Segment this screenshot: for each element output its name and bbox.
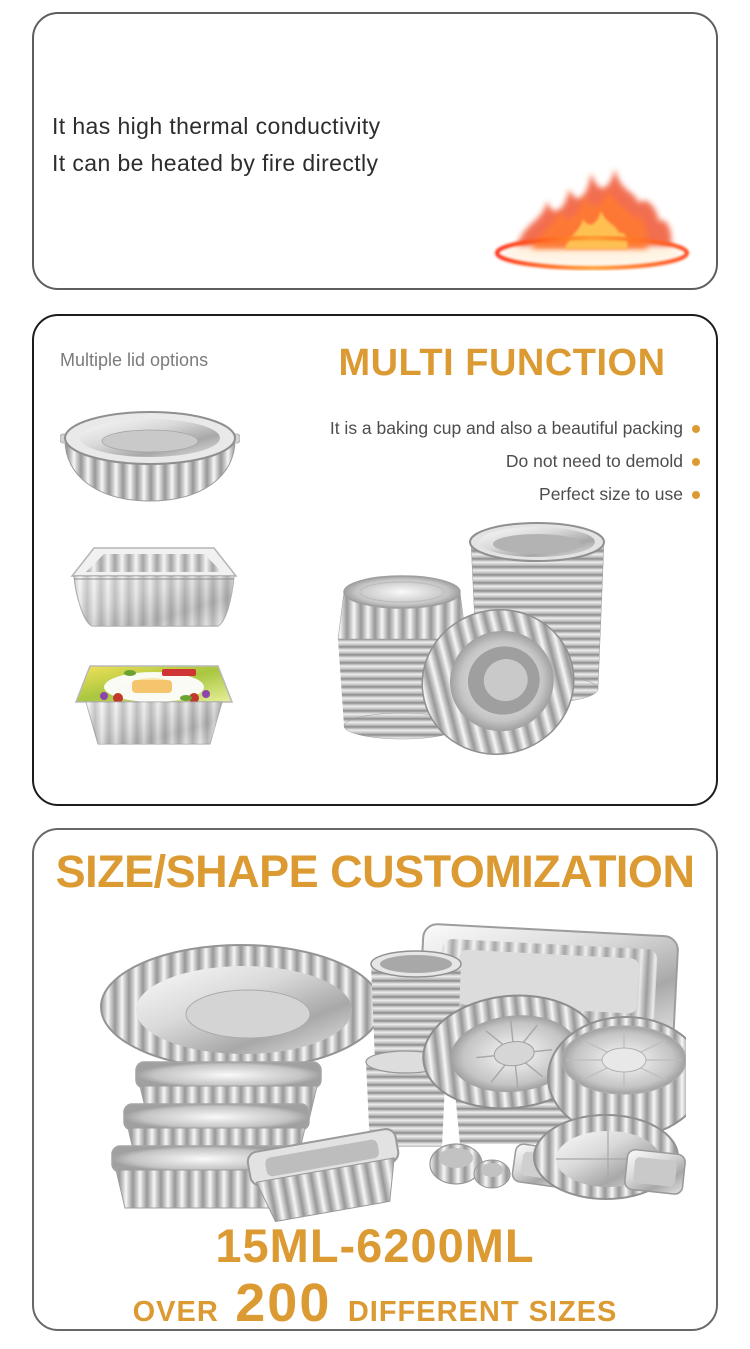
- bullet-item: [330, 478, 700, 511]
- thermal-conductivity-card: [32, 12, 718, 290]
- bullet-dot-icon: [692, 491, 700, 499]
- thermal-line-2: It can be heated by fire directly: [52, 150, 379, 176]
- thermal-text-block: [52, 108, 381, 182]
- size-shape-title: SIZE/SHAPE CUSTOMIZATION: [55, 846, 695, 897]
- assorted-foil-containers-image: [66, 912, 686, 1222]
- bullet-item: [330, 412, 700, 445]
- bullet-text: Perfect size to use: [539, 484, 683, 504]
- volume-range-text: 15ML-6200ML: [215, 1219, 535, 1272]
- sizes-count-line: [34, 1272, 716, 1334]
- over-suffix: DIFFERENT SIZES: [347, 1296, 618, 1328]
- printed-foil-container-image: [74, 654, 234, 749]
- multiple-lid-options-label: Multiple lid options: [60, 350, 209, 370]
- foil-container-with-lid-image: [66, 538, 241, 633]
- round-foil-bowl-image: [60, 404, 240, 509]
- bullet-item: [330, 445, 700, 478]
- sizes-count: 200: [235, 1273, 332, 1333]
- multi-function-bullets: [330, 412, 700, 511]
- bullet-text: Do not need to demold: [505, 451, 683, 471]
- foil-cup-stacks-image: [326, 514, 646, 764]
- size-shape-customization-card: [32, 828, 718, 1331]
- thermal-line-1: It has high thermal conductivity: [52, 113, 381, 139]
- multi-function-card: [32, 314, 718, 806]
- bullet-dot-icon: [692, 425, 700, 433]
- bullet-dot-icon: [692, 458, 700, 466]
- bullet-text: It is a baking cup and also a beautiful packing: [329, 418, 683, 438]
- fire-icon: [487, 151, 702, 276]
- multi-function-title: MULTI FUNCTION: [338, 342, 666, 384]
- over-prefix: OVER: [132, 1296, 219, 1328]
